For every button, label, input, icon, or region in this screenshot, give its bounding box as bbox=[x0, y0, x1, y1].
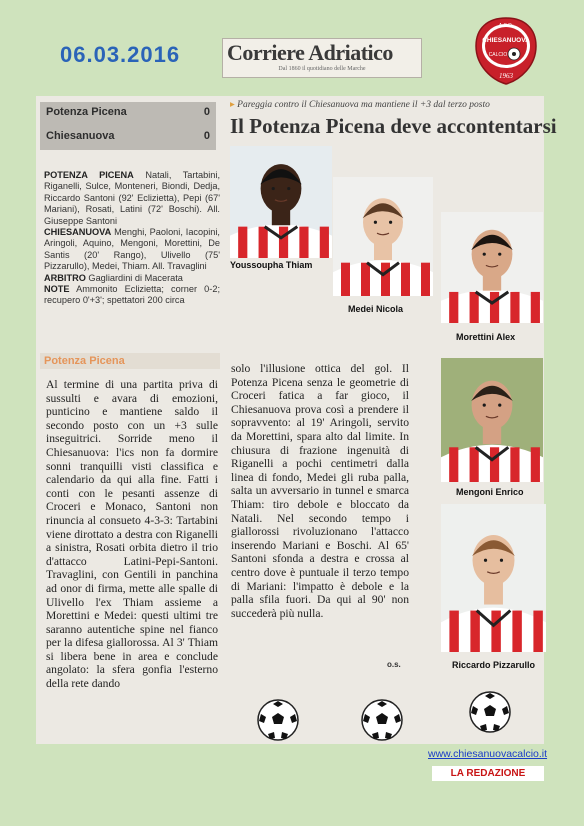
masthead-name: Corriere Adriatico bbox=[227, 40, 393, 65]
section-label: Potenza Picena bbox=[44, 355, 125, 367]
lineups-box bbox=[44, 170, 220, 307]
kicker-text: Pareggia contro il Chiesanuova ma mantiene il +3 dal terzo posto bbox=[237, 100, 490, 110]
date-label: 06.03.2016 bbox=[60, 42, 181, 67]
player-caption: Mengoni Enrico bbox=[456, 487, 524, 497]
byline: o.s. bbox=[387, 660, 401, 669]
website-link[interactable]: www.chiesanuovacalcio.it bbox=[428, 748, 548, 760]
referee-text: Gagliardini di Macerata bbox=[88, 272, 183, 283]
home-lineup bbox=[44, 170, 220, 227]
score-row bbox=[40, 106, 216, 124]
home-lineup-label: POTENZA PICENA bbox=[44, 170, 134, 180]
svg-text:CALCIO: CALCIO bbox=[488, 52, 508, 58]
away-team: Chiesanuova bbox=[46, 130, 115, 142]
referee-label: ARBITRO bbox=[44, 272, 86, 283]
player-photo bbox=[230, 146, 332, 258]
article-column-2: solo l'illusione ottica del gol. Il Potenza Picena senza le geometrie di Croceri fatica a far gioco, il Chiesanuova prova così a prendere il sopravvento: al 19' Aringoli, servito da Morettini, spara alto dal limite. In chiusura di frazione ingenuità di Riganelli a pochi centimetri dalla linea di fondo, Medei gli ruba palla, salta un avversario in tunnel e smarca Thiam: tiro debole e bloccato da Natali. Nel secondo tempo i giallorossi rivoluzionano l'attacco inserendo Mariani e Boschi. Al 65' Santoni sfonda a destra e crossa al centro dove è puntuale il terzo tempo di Mariani: l'impatto è debole e la palla sfila fuori. Da qui al 90' non succederà più nulla. bbox=[231, 362, 409, 620]
away-lineup-label: CHIESANUOVA bbox=[44, 227, 112, 238]
headline: Il Potenza Picena deve accontentarsi bbox=[230, 114, 557, 138]
player-photo bbox=[333, 177, 433, 296]
player-photo bbox=[441, 212, 543, 323]
away-lineup bbox=[44, 227, 220, 273]
notes-text: Ammonito Eclizietta; corner 0-2; recupero 0'+3'; spettatori 200 circa bbox=[44, 284, 220, 306]
player-photo bbox=[441, 504, 546, 652]
masthead-tagline: Dal 1860 il quotidiano delle Marche bbox=[278, 66, 366, 72]
home-score: 0 bbox=[203, 106, 210, 118]
article-column-1: Al termine di una partita priva di sussulti e avara di emozioni, punticino e mantiene saldo il secondo posto con un +3 sulle inseguitrici. Sorride meno il Chiesanuova: l'ics non fa dormire sonni tranquilli visti classifica e calendario da qui alla fine. Fatti i conti con le pesanti assenze di Croceri e Monaco, Santoni non rinuncia al consueto 4-3-3: Tartabini viene dirottato a destra con Riganelli a sinistra, Rosati orbita dietro il trio d'attacco Latini-Pepi-Santoni. Travaglini, con Gentili in panchina ad onor di firma, mette alle spalle di Ulivello l'ex Thiam assieme a Morettini e Medei: questi ultimi tre saranno autentiche spine nel fianco per la difesa giallorossa. Al 3' Thiam si libera bene in area e conclude angolato: la sfera gonfia l'esterno della rete dando bbox=[46, 378, 218, 691]
triangle-icon: ▸ bbox=[230, 100, 238, 110]
kicker bbox=[230, 99, 490, 110]
soccer-ball-icon bbox=[468, 690, 512, 734]
svg-text:A.S.D.: A.S.D. bbox=[498, 23, 514, 29]
home-team: Potenza Picena bbox=[46, 106, 127, 118]
notes-line bbox=[44, 284, 220, 307]
player-photo bbox=[441, 358, 543, 482]
svg-text:1963: 1963 bbox=[499, 72, 513, 80]
newspaper-masthead bbox=[222, 38, 422, 78]
notes-label: NOTE bbox=[44, 284, 70, 295]
away-score: 0 bbox=[203, 130, 210, 142]
scoreboard bbox=[40, 102, 216, 150]
player-caption: Riccardo Pizzarullo bbox=[452, 660, 536, 670]
redazione-label bbox=[432, 766, 544, 781]
redazione-text: LA REDAZIONE bbox=[450, 768, 526, 779]
player-caption: Youssoupha Thiam bbox=[230, 260, 313, 270]
home-lineup-text: Natali, Tartabini, Riganelli, Sulce, Monteneri, Biondi, Dedja, Riccardo Santoni (92' Eclizietta), Pepi (67' Mariani), Rosati, Latini (72' Boschi). All. Giuseppe Santoni bbox=[44, 170, 220, 226]
away-lineup-text: Menghi, Paoloni, Iacopini, Aringoli, Aquino, Mengoni, Morettini, De Santis (20' Rango), Ulivello (75' Pizzarullo), Medei, Thiam. All. Travaglini bbox=[44, 227, 220, 272]
soccer-ball-icon bbox=[256, 698, 300, 742]
svg-text:CHIESANUOVA: CHIESANUOVA bbox=[482, 37, 530, 44]
referee-line bbox=[44, 273, 220, 284]
club-badge bbox=[474, 16, 538, 86]
score-row bbox=[40, 130, 216, 148]
soccer-ball-icon bbox=[360, 698, 404, 742]
player-caption: Medei Nicola bbox=[348, 304, 404, 314]
player-caption: Morettini Alex bbox=[456, 332, 516, 342]
